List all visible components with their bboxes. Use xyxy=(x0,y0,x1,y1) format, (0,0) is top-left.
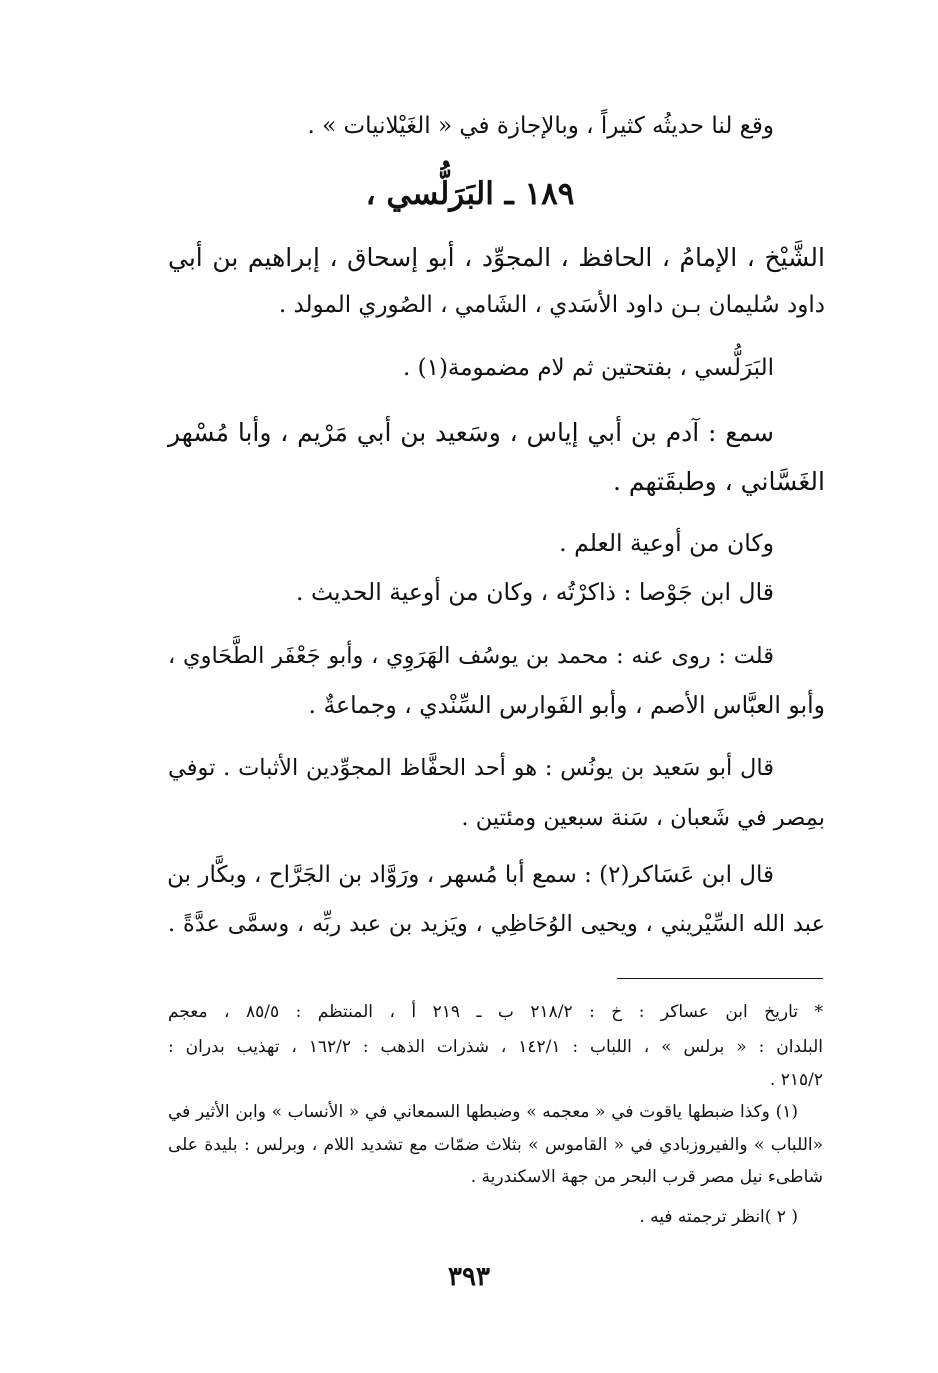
paragraph-line: قلت : روى عنه : محمد بن يوسُف الهَرَوِي ، وأبو جَعْفَر الطَّحَاوي ، xyxy=(168,643,774,669)
footnote-line: ( ٢ )انظر ترجمته فيه . xyxy=(639,1207,798,1227)
intro-line: وقع لنا حديثُه كثيراً ، وبالإجازة في « الغَيْلانيات » . xyxy=(307,113,774,139)
paragraph-line: عبد الله السِّيْريني ، ويحيى الوُحَاظِي ، ويَزيد بن عبد ربِّه ، وسمَّى عدَّةً . xyxy=(168,911,825,937)
paragraph-line: قال ابن عَسَاكر(٢) : سمع أبا مُسهر ، ورَوَّاد بن الجَرَّاح ، وبكَّار بن xyxy=(167,862,774,888)
footnote-line: ٢١٥/٢ . xyxy=(769,1070,823,1090)
footnote-line: شاطىء نيل مصر قرب البحر من جهة الاسكندرية . xyxy=(470,1167,823,1187)
paragraph-line: داود سُليمان بـن داود الأسَدي ، الشَامي ، الصُوري المولد . xyxy=(278,292,825,318)
footnote-line: (١) وكذا ضبطها ياقوت في « معجمه » وضبطها السمعاني في « الأنساب » وابن الأثير في xyxy=(168,1102,798,1122)
footnote-line: «اللباب » والفيروزبادي في « القاموس » بثلاث ضمّات مع تشديد اللام ، وبرلس : بليدة على xyxy=(168,1135,823,1155)
paragraph-line: البَرَلُّسي ، بفتحتين ثم لام مضمومة(١) . xyxy=(402,355,774,381)
paragraph-line: الغَسَّاني ، وطبقَتهم . xyxy=(612,467,825,496)
paragraph-line: وأبو العبَّاس الأصم ، وأبو الفَوارس السِّنْدي ، وجماعةٌ . xyxy=(308,691,825,719)
paragraph-line: بمِصر في شَعبان ، سَنة سبعين ومئتين . xyxy=(461,805,825,831)
paragraph-line: قال أبو سَعيد بن يونُس : هو أحد الحفَّاظ المجوِّدين الأثبات . توفي xyxy=(168,755,774,781)
footnote-line: * تاريخ ابن عساكر : خ : ٢١٨/٢ ب ـ ٢١٩ أ ، المنتظم : ٨٥/٥ ، معجم xyxy=(168,1002,823,1022)
paragraph-line: الشَّيْخ ، الإمامُ ، الحافظ ، المجوِّد ، أبو إسحاق ، إبراهيم بن أبي xyxy=(168,243,825,272)
footnote-line: البلدان : « برلس » ، اللباب : ١٤٢/١ ، شذرات الذهب : ١٦٢/٢ ، تهذيب بدران : xyxy=(168,1037,823,1057)
paragraph-line: قال ابن جَوْصا : ذاكرْتُه ، وكان من أوعية الحديث . xyxy=(296,578,774,606)
paragraph-line: سمع : آدم بن أبي إياس ، وسَعيد بن أبي مَرْيم ، وأبا مُسْهر xyxy=(168,418,774,447)
page-number: ٣٩٣ xyxy=(448,1262,490,1292)
paragraph-line: وكان من أوعية العلم . xyxy=(559,529,774,557)
entry-title: ١٨٩ ـ البَرَلُّسي ، xyxy=(365,176,575,212)
footnote-separator xyxy=(617,978,823,979)
